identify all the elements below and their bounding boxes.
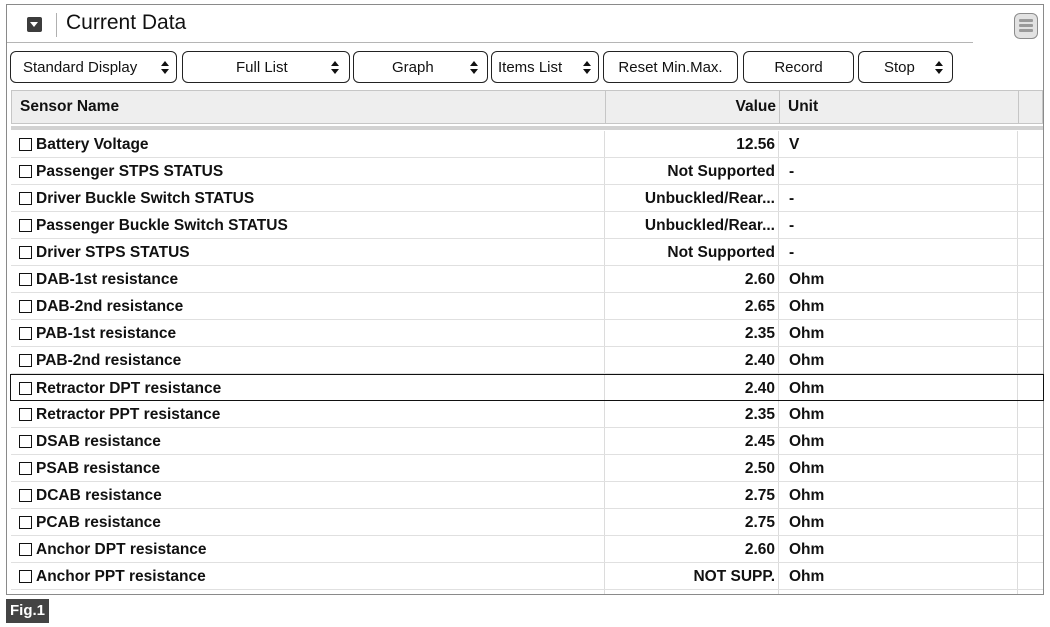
- figure-label: Fig.1: [6, 599, 49, 623]
- sensor-name-cell: Retractor DPT resistance: [36, 380, 222, 397]
- checkbox-icon[interactable]: [19, 327, 32, 340]
- unit-cell: -: [789, 190, 795, 207]
- unit-cell: -: [789, 244, 795, 261]
- stop-dropdown[interactable]: [858, 51, 953, 83]
- title-bar: [7, 5, 973, 43]
- value-cell: Not Supported: [667, 163, 775, 180]
- checkbox-icon[interactable]: [19, 570, 32, 583]
- column-header-unit[interactable]: Unit: [788, 98, 819, 115]
- value-cell: 2.75: [744, 487, 775, 504]
- sensor-name-cell: Battery Voltage: [36, 136, 149, 153]
- graph-label: Graph: [392, 58, 434, 76]
- graph-dropdown[interactable]: [353, 51, 488, 83]
- checkbox-icon[interactable]: [19, 138, 32, 151]
- checkbox-icon[interactable]: [19, 543, 32, 556]
- checkbox-icon[interactable]: [19, 435, 32, 448]
- table-row[interactable]: [11, 239, 1043, 266]
- column-header-sensor-name[interactable]: Sensor Name: [20, 98, 120, 115]
- value-cell: Unbuckled/Rear...: [644, 217, 775, 234]
- value-cell: 2.35: [744, 325, 775, 342]
- column-divider[interactable]: [605, 91, 606, 123]
- sensor-name-cell: PSAB resistance: [36, 460, 161, 477]
- record-button[interactable]: [743, 51, 854, 83]
- table-row[interactable]: [11, 536, 1043, 563]
- menu-icon[interactable]: [1014, 13, 1038, 39]
- table-row[interactable]: [11, 347, 1043, 374]
- table-row[interactable]: [11, 320, 1043, 347]
- header-divider: [11, 126, 1043, 130]
- value-cell: 12.56: [736, 136, 775, 153]
- table-row[interactable]: [11, 482, 1043, 509]
- dropdown-arrows-icon: [583, 61, 591, 74]
- table-row[interactable]: [11, 455, 1043, 482]
- reset-min-max-label: Reset Min.Max.: [618, 58, 723, 76]
- checkbox-icon[interactable]: [19, 300, 32, 313]
- table-row[interactable]: [11, 428, 1043, 455]
- toolbar: [7, 49, 1043, 87]
- unit-cell: Ohm: [789, 271, 825, 288]
- value-cell: 2.40: [744, 380, 775, 397]
- dropdown-arrows-icon: [935, 61, 943, 74]
- unit-cell: Ohm: [789, 352, 825, 369]
- table-row[interactable]: [11, 293, 1043, 320]
- table-row[interactable]: [10, 374, 1044, 401]
- checkbox-icon[interactable]: [19, 408, 32, 421]
- unit-cell: Ohm: [789, 380, 825, 397]
- reset-min-max-button[interactable]: [603, 51, 738, 83]
- sensor-name-cell: Passenger Buckle Switch STATUS: [36, 217, 288, 234]
- current-data-window: [6, 4, 1044, 595]
- checkbox-icon[interactable]: [19, 192, 32, 205]
- full-list-dropdown[interactable]: [182, 51, 350, 83]
- sensor-name-cell: DSAB resistance: [36, 433, 161, 450]
- collapse-toggle-icon[interactable]: [27, 17, 42, 32]
- full-list-label: Full List: [236, 58, 288, 76]
- sensor-name-cell: DAB-1st resistance: [36, 271, 179, 288]
- dropdown-arrows-icon: [470, 61, 478, 74]
- table-header: [11, 90, 1043, 124]
- checkbox-icon[interactable]: [19, 246, 32, 259]
- sensor-name-cell: Driver Buckle Switch STATUS: [36, 190, 255, 207]
- standard-display-label: Standard Display: [23, 58, 138, 76]
- column-header-value[interactable]: Value: [735, 98, 776, 115]
- sensor-name-cell: Anchor PPT resistance: [36, 568, 206, 585]
- sensor-name-cell: Retractor PPT resistance: [36, 406, 221, 423]
- unit-cell: Ohm: [789, 325, 825, 342]
- unit-cell: -: [789, 217, 795, 234]
- unit-cell: Ohm: [789, 541, 825, 558]
- checkbox-icon[interactable]: [19, 489, 32, 502]
- sensor-name-cell: PAB-1st resistance: [36, 325, 177, 342]
- value-cell: 2.45: [744, 433, 775, 450]
- dropdown-arrows-icon: [331, 61, 339, 74]
- checkbox-icon[interactable]: [19, 273, 32, 286]
- standard-display-dropdown[interactable]: [10, 51, 177, 83]
- unit-cell: Ohm: [789, 406, 825, 423]
- unit-cell: Ohm: [789, 460, 825, 477]
- table-row[interactable]: [11, 158, 1043, 185]
- checkbox-icon[interactable]: [19, 354, 32, 367]
- value-cell: 2.75: [744, 514, 775, 531]
- sensor-name-cell: Anchor DPT resistance: [36, 541, 207, 558]
- column-divider[interactable]: [779, 91, 780, 123]
- value-cell: 2.60: [744, 271, 775, 288]
- stop-label: Stop: [884, 58, 915, 76]
- unit-cell: V: [789, 136, 800, 153]
- value-cell: 2.65: [744, 298, 775, 315]
- value-cell: 2.35: [744, 406, 775, 423]
- unit-cell: Ohm: [789, 298, 825, 315]
- items-list-label: Items List: [498, 58, 563, 76]
- column-divider[interactable]: [1018, 91, 1019, 123]
- sensor-name-cell: DAB-2nd resistance: [36, 298, 184, 315]
- window-title: Current Data: [66, 11, 187, 34]
- sensor-table-body: [11, 131, 1043, 594]
- sensor-name-cell: DCAB resistance: [36, 487, 162, 504]
- table-row[interactable]: [11, 563, 1043, 590]
- checkbox-icon[interactable]: [19, 382, 32, 395]
- items-list-dropdown[interactable]: [491, 51, 599, 83]
- sensor-name-cell: Passenger STPS STATUS: [36, 163, 224, 180]
- table-row[interactable]: [11, 212, 1043, 239]
- sensor-name-cell: Driver STPS STATUS: [36, 244, 190, 261]
- checkbox-icon[interactable]: [19, 165, 32, 178]
- sensor-name-cell: PAB-2nd resistance: [36, 352, 182, 369]
- unit-cell: Ohm: [789, 568, 825, 585]
- value-cell: Not Supported: [667, 244, 775, 261]
- table-row[interactable]: [11, 509, 1043, 536]
- unit-cell: Ohm: [789, 514, 825, 531]
- value-cell: 2.60: [744, 541, 775, 558]
- dropdown-arrows-icon: [161, 61, 169, 74]
- value-cell: Unbuckled/Rear...: [644, 190, 775, 207]
- checkbox-icon[interactable]: [19, 516, 32, 529]
- table-row[interactable]: [11, 131, 1043, 158]
- value-cell: 2.40: [744, 352, 775, 369]
- value-cell: NOT SUPP.: [693, 568, 775, 585]
- record-label: Record: [774, 58, 823, 76]
- table-row[interactable]: [11, 401, 1043, 428]
- value-cell: 2.50: [744, 460, 775, 477]
- unit-cell: -: [789, 163, 795, 180]
- table-row[interactable]: [11, 185, 1043, 212]
- title-separator: [56, 13, 57, 37]
- unit-cell: Ohm: [789, 487, 825, 504]
- sensor-name-cell: PCAB resistance: [36, 514, 161, 531]
- checkbox-icon[interactable]: [19, 219, 32, 232]
- checkbox-icon[interactable]: [19, 462, 32, 475]
- unit-cell: Ohm: [789, 433, 825, 450]
- table-row[interactable]: [11, 266, 1043, 293]
